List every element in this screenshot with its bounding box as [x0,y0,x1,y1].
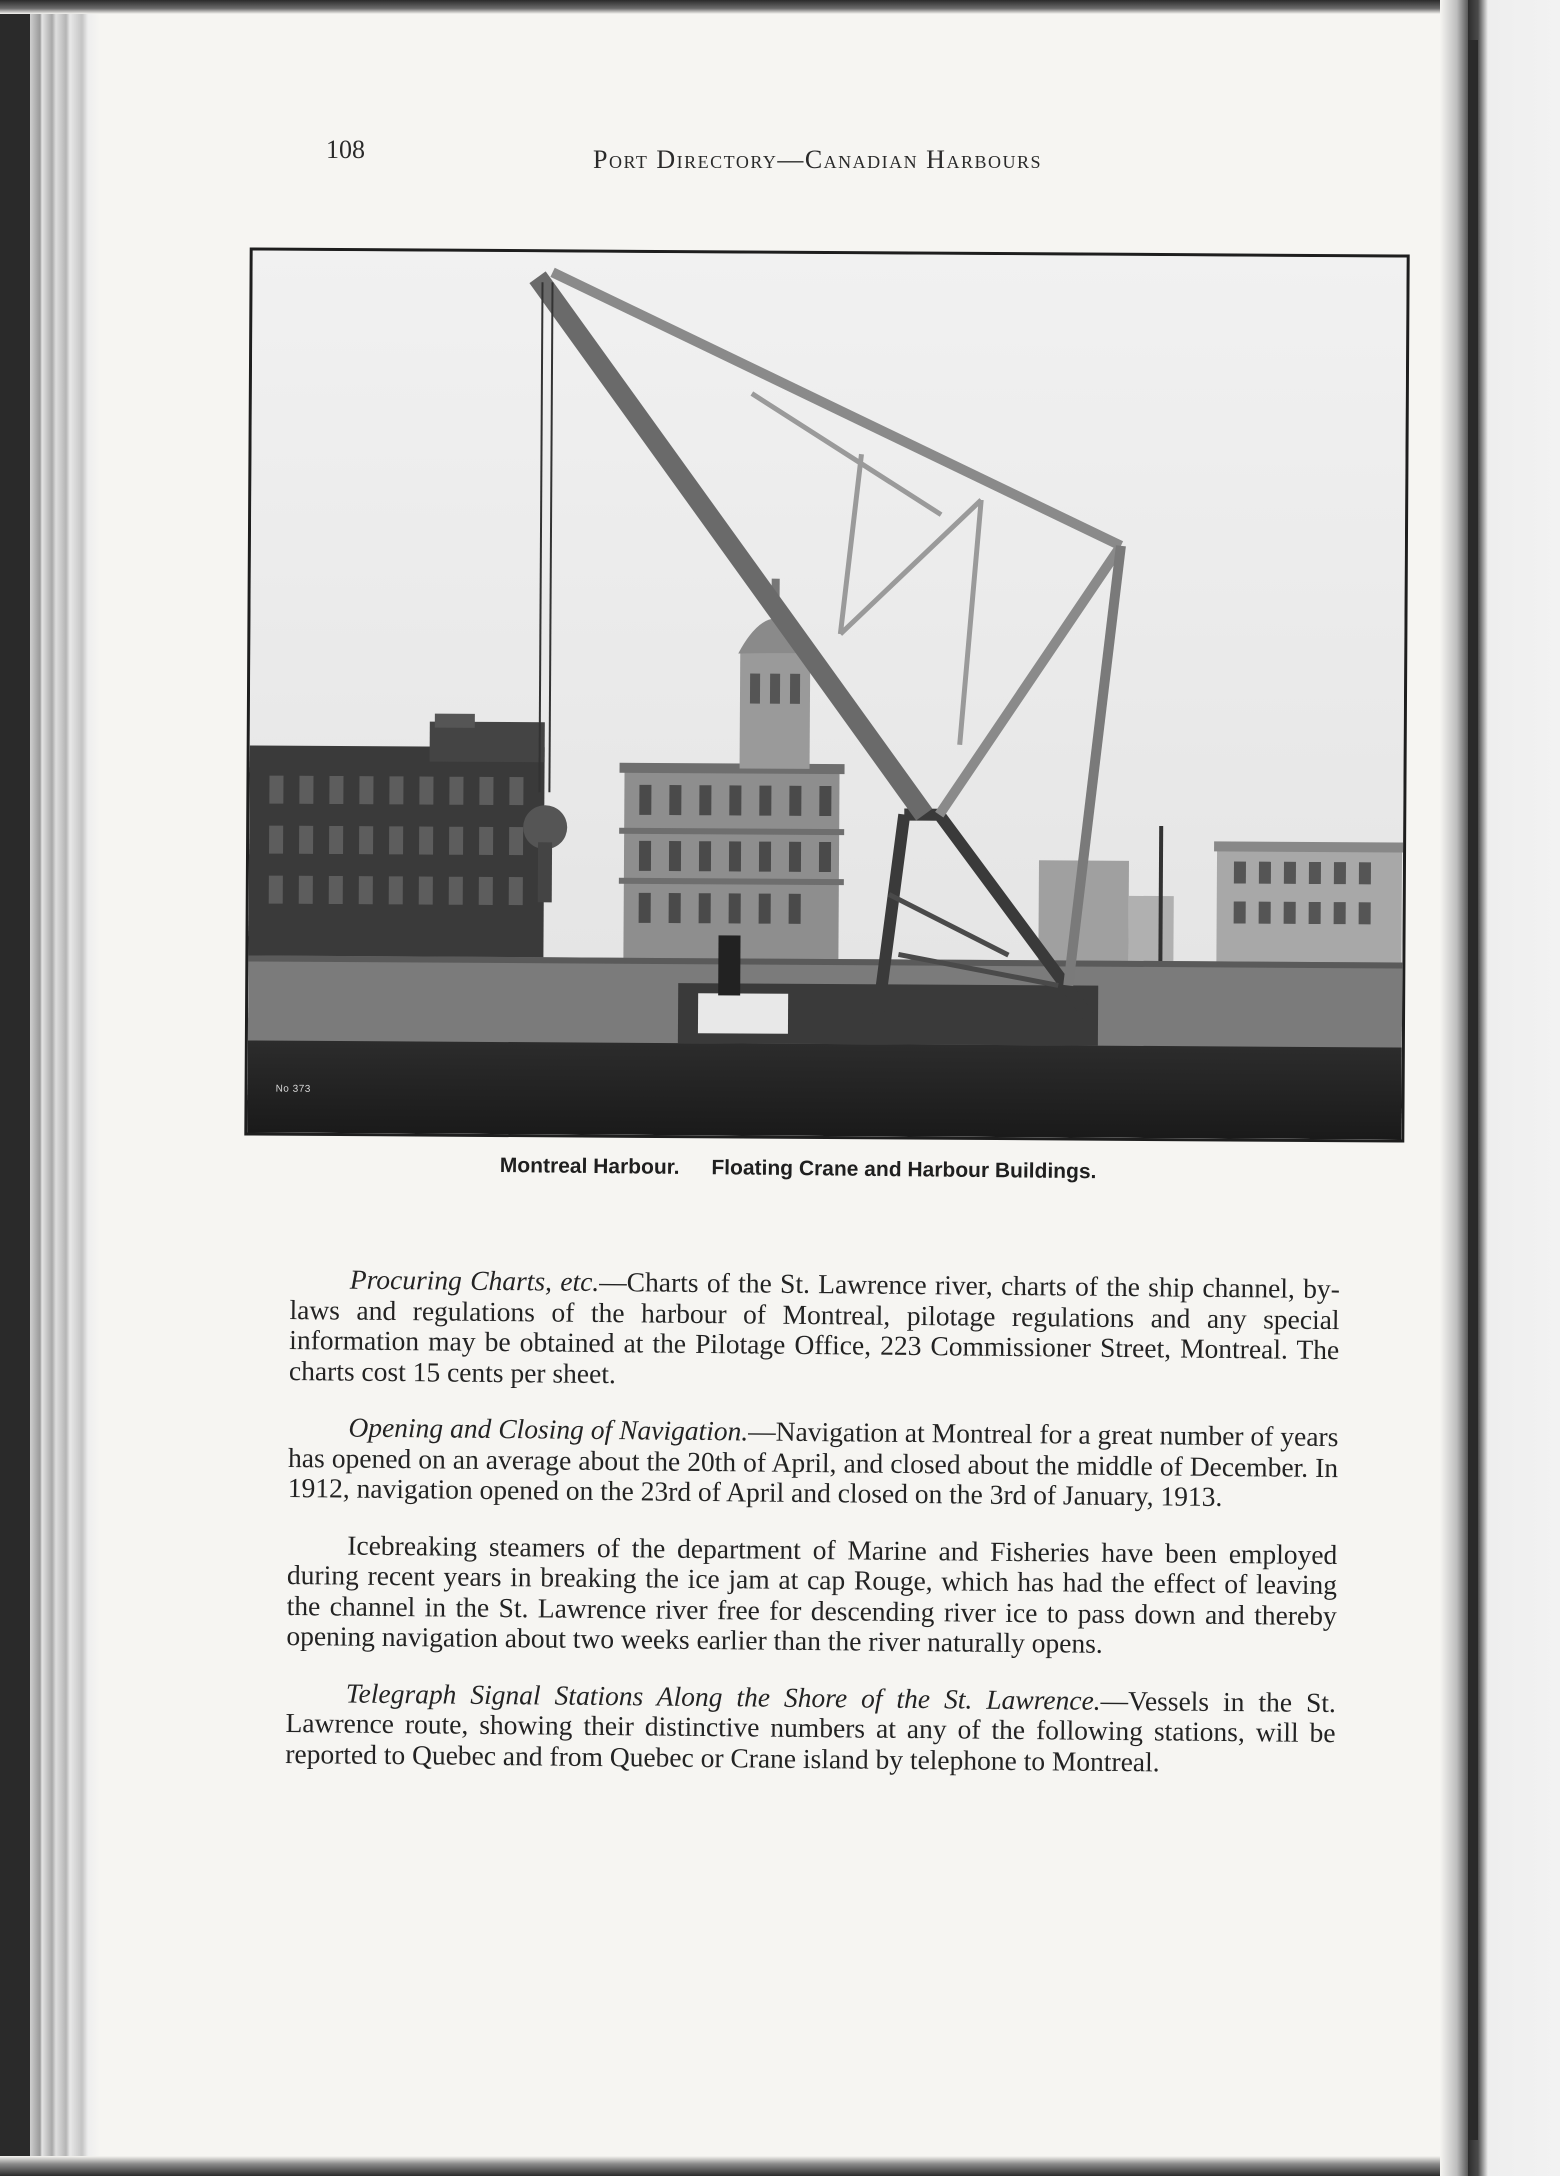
floating-crane-photo [247,250,1406,1139]
paragraph-text: —Charts of the St. Lawrence river, charts of the ship channel, by-laws and regulations of the harbour of Montreal, pilotage regulations and any special information may be obtained at the Pilotage Office, 223 Commissioner Street, Montreal. The charts cost 15 cents per sheet. [288,1265,1340,1389]
book-gutter [1440,0,1468,2176]
caption-place: Montreal Harbour. [499,1154,680,1179]
figure-caption [500,1154,1200,1185]
paragraph-heading: Procuring Charts, etc. [349,1263,600,1297]
paragraph-telegraph-signal-stations [285,1677,1336,1779]
page-number: 108 [326,135,365,164]
book-top-edge [0,0,1560,14]
left-warehouse-building [248,712,545,977]
river-water [247,1040,1402,1139]
book-bottom-edge [0,2156,1560,2176]
paragraph-text: —Navigation at Montreal for a great number of years has opened on an average about the 20th of April, and closed about the middle of December. In 1912, navigation opened on the 23rd of April and closed on the 3rd of January, 1913. [287,1415,1339,1512]
harbour-photograph [244,247,1409,1142]
facing-page-edge [1468,0,1560,2176]
paragraph-text: Icebreaking steamers of the department of Marine and Fisheries have been employed during recent years in breaking the ice jam at cap Rouge, which has had the effect of leaving the channel in the St. Lawrence river free for descending river ice to pass down and thereby opening navigation about two weeks earlier than the river naturally opens. [286,1529,1338,1659]
body-text [285,1264,1340,1805]
paragraph-icebreaking-steamers [286,1529,1337,1661]
paragraph-procuring-charts [289,1264,1340,1396]
paragraph-heading: Opening and Closing of Navigation. [348,1411,749,1447]
paragraph-opening-closing-navigation [288,1412,1339,1514]
plate-number: No 373 [275,1083,311,1095]
running-title: Port Directory—Canadian Harbours [593,145,1042,174]
book-page-edges [0,0,100,2176]
paragraph-text: —Vessels in the St. Lawrence route, showing their distinctive numbers at any of the following stations, will be reported to Quebec and from Quebec or Crane island by telephone to Montreal. [285,1684,1336,1777]
paragraph-heading: Telegraph Signal Stations Along the Shore of the St. Lawrence. [345,1677,1101,1716]
caption-subject: Floating Crane and Harbour Buildings. [711,1156,1097,1184]
